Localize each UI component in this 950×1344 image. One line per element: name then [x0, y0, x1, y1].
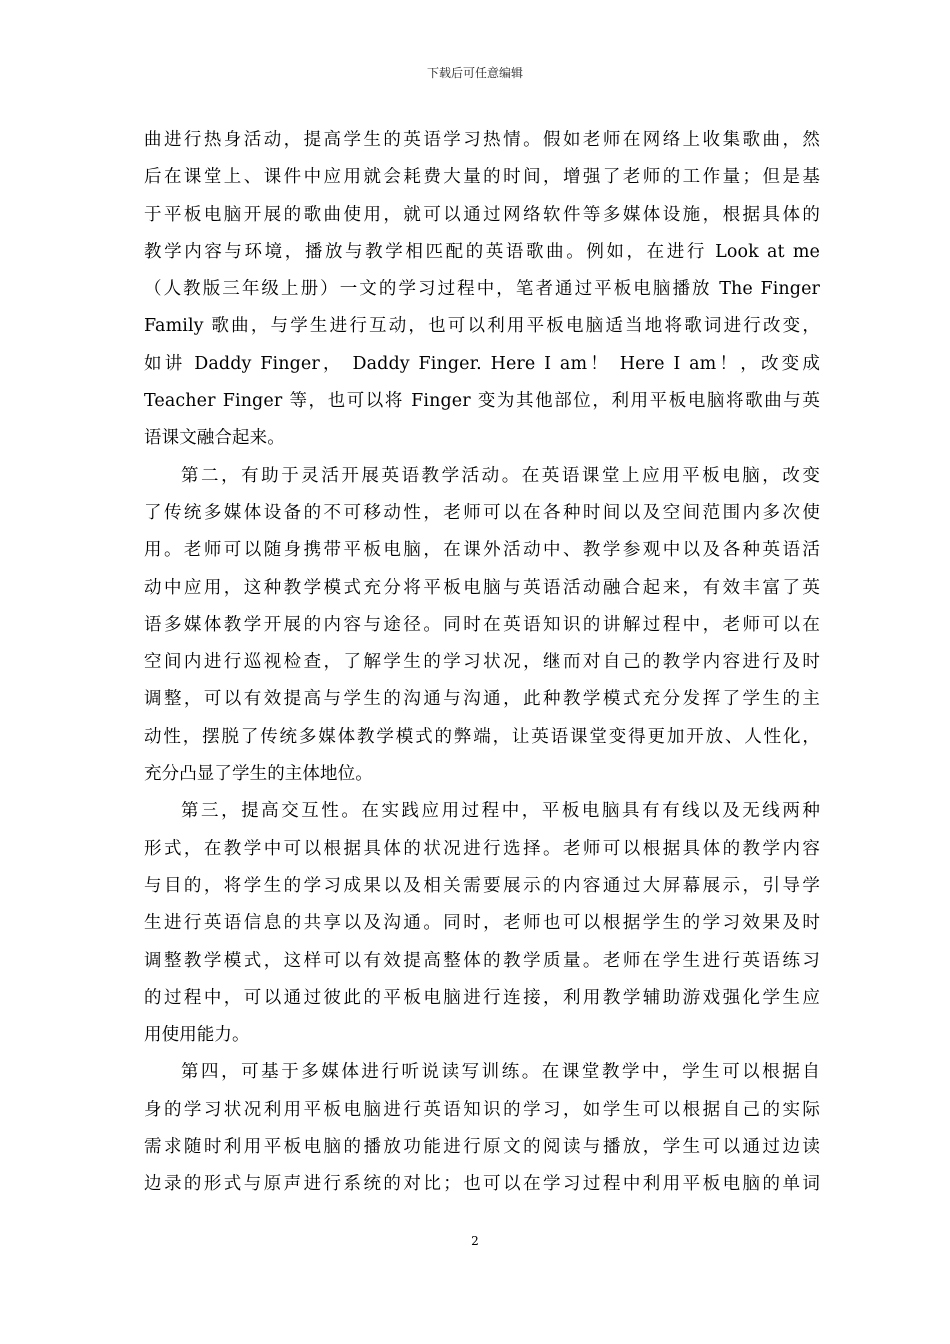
text-line: 教学内容与环境，播放与教学相匹配的英语歌曲。例如，在进行 Look at me — [144, 241, 820, 262]
text-line: 了传统多媒体设备的不可移动性，老师可以在各种时间以及空间范围内多次使 — [144, 502, 820, 523]
paragraph-1 — [144, 122, 820, 458]
text-line: 的过程中，可以通过彼此的平板电脑进行连接，利用教学辅助游戏强化学生应 — [144, 987, 820, 1008]
text-line: 语课文融合起来。 — [144, 428, 285, 449]
text-line: 第三，提高交互性。在实践应用过程中，平板电脑具有有线以及无线两种 — [181, 801, 820, 822]
text-line: 需求随时利用平板电脑的播放功能进行原文的阅读与播放，学生可以通过边读 — [144, 1137, 820, 1158]
text-line: 充分凸显了学生的主体地位。 — [144, 764, 373, 785]
text-line: 形式，在教学中可以根据具体的状况进行选择。老师可以根据具体的教学内容 — [144, 838, 820, 859]
text-line: （人教版三年级上册）一文的学习过程中，笔者通过平板电脑播放 The Finger — [144, 279, 820, 300]
text-line: 生进行英语信息的共享以及沟通。同时，老师也可以根据学生的学习效果及时 — [144, 913, 820, 934]
text-line: 调整，可以有效提高与学生的沟通与沟通，此种教学模式充分发挥了学生的主 — [144, 689, 820, 710]
paragraph-3 — [144, 793, 820, 1054]
text-line: 如讲 Daddy Finger， Daddy Finger. Here I am！ Here I am！，改变成 — [144, 353, 820, 374]
text-line: 与目的，将学生的学习成果以及相关需要展示的内容通过大屏幕展示，引导学 — [144, 875, 820, 896]
text-line: 动中应用，这种教学模式充分将平板电脑与英语活动融合起来，有效丰富了英 — [144, 577, 820, 598]
text-line: 用。老师可以随身携带平板电脑，在课外活动中、教学参观中以及各种英语活 — [144, 540, 820, 561]
text-line: 后在课堂上、课件中应用就会耗费大量的时间，增强了老师的工作量；但是基 — [144, 167, 820, 188]
paragraph-2 — [144, 458, 820, 794]
text-line: Family 歌曲，与学生进行互动，也可以利用平板电脑适当地将歌词进行改变， — [144, 316, 820, 337]
text-line: 身的学习状况利用平板电脑进行英语知识的学习，如学生可以根据自己的实际 — [144, 1099, 820, 1120]
document-body — [144, 122, 820, 1204]
text-line: Teacher Finger 等，也可以将 Finger 变为其他部位，利用平板电脑将歌曲与英 — [144, 391, 820, 412]
text-line: 空间内进行巡视检查，了解学生的学习状况，继而对自己的教学内容进行及时 — [144, 652, 820, 673]
paragraph-4 — [144, 1054, 820, 1203]
text-line: 曲进行热身活动，提高学生的英语学习热情。假如老师在网络上收集歌曲，然 — [144, 130, 820, 150]
page-header: 下载后可任意编辑 — [426, 66, 523, 80]
text-line: 动性，摆脱了传统多媒体教学模式的弊端，让英语课堂变得更加开放、人性化， — [144, 726, 820, 747]
text-line: 用使用能力。 — [144, 1025, 250, 1046]
text-line: 第四，可基于多媒体进行听说读写训练。在课堂教学中，学生可以根据自 — [181, 1062, 820, 1083]
page-number: 2 — [471, 1234, 479, 1248]
text-line: 于平板电脑开展的歌曲使用，就可以通过网络软件等多媒体设施，根据具体的 — [144, 204, 820, 225]
text-line: 第二，有助于灵活开展英语教学活动。在英语课堂上应用平板电脑，改变 — [181, 465, 820, 486]
text-line: 语多媒体教学开展的内容与途径。同时在英语知识的讲解过程中，老师可以在 — [144, 614, 820, 635]
text-line: 边录的形式与原声进行系统的对比；也可以在学习过程中利用平板电脑的单词 — [144, 1174, 820, 1195]
text-line: 调整教学模式，这样可以有效提高整体的教学质量。老师在学生进行英语练习 — [144, 950, 820, 971]
